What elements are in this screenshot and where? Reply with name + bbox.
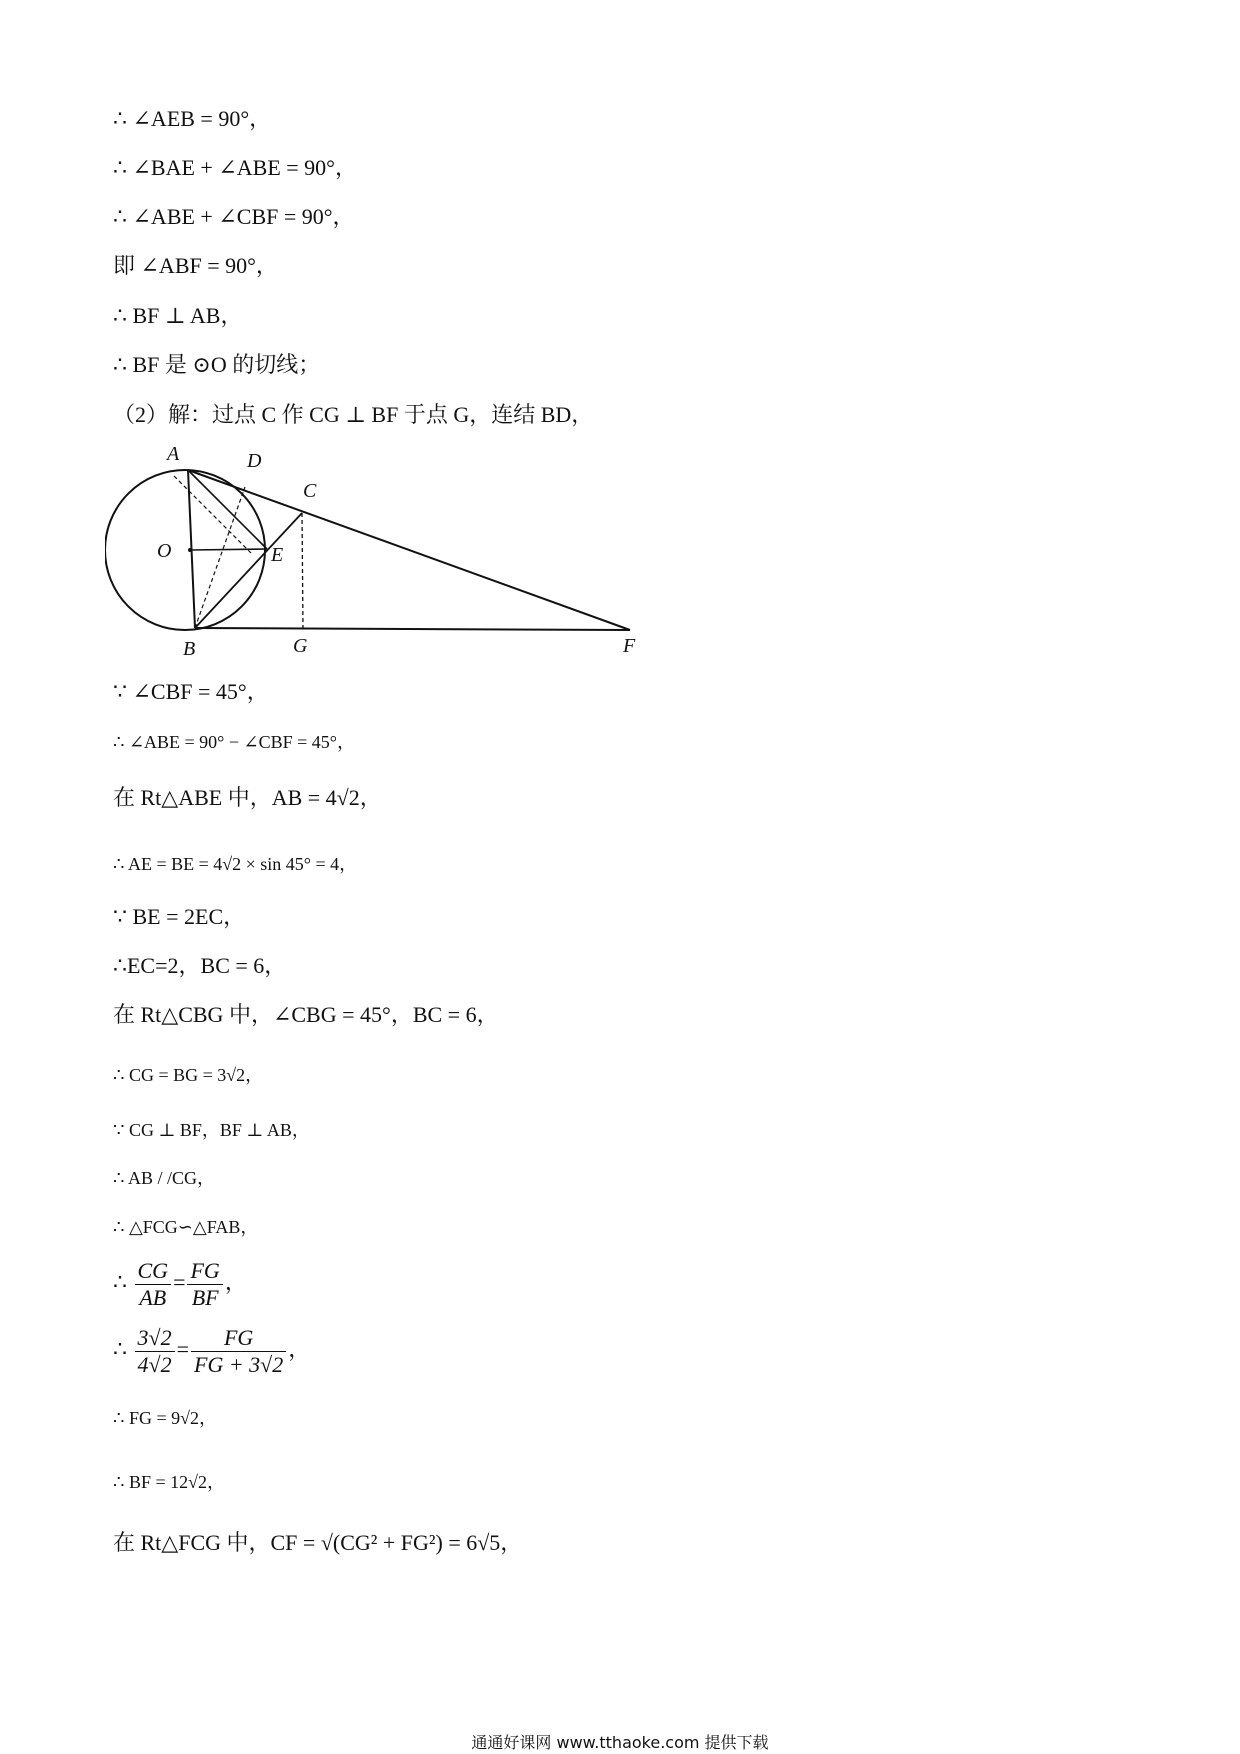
numerator: FG <box>191 1325 286 1352</box>
proof-line-13: 在 Rt△CBG 中，∠CBG = 45°，BC = 6， <box>113 1002 499 1027</box>
fraction-equation-1: ∴ $\frac{CG}{AB}$ = $\frac{FG}{BF}$ ， <box>113 1258 247 1310</box>
label-f: F <box>623 635 636 657</box>
proof-line-2: ∴ ∠BAE + ∠ABE = 90°， <box>113 155 357 180</box>
label-o: O <box>157 540 172 562</box>
proof-line-5: ∴ BF ⊥ AB， <box>113 303 243 328</box>
label-a: A <box>167 443 180 465</box>
proof-line-7: ∵ ∠CBF = 45°， <box>113 679 269 704</box>
proof-line-4: 即 ∠ABF = 90°， <box>113 253 278 278</box>
denominator: FG + 3√2 <box>194 1352 284 1377</box>
label-g: G <box>293 635 308 657</box>
therefore-sign: ∴ <box>113 1336 127 1362</box>
fraction-fg-bf <box>187 1258 222 1311</box>
therefore-sign: ∴ <box>113 1269 127 1295</box>
proof-line-15: ∵ CG ⊥ BF，BF ⊥ AB， <box>113 1120 310 1140</box>
segment-oe <box>190 549 267 550</box>
label-e: E <box>271 544 284 566</box>
fraction-cg-ab <box>135 1258 172 1311</box>
denominator: 4√2 <box>137 1352 172 1377</box>
center-dot <box>188 548 192 552</box>
part2-intro: （2）解：过点 C 作 CG ⊥ BF 于点 G，连结 BD， <box>113 402 594 427</box>
proof-line-18: ∴ FG = 9√2， <box>113 1408 217 1428</box>
segment-af <box>188 470 630 630</box>
proof-line-8: ∴ ∠ABE = 90° − ∠CBF = 45°， <box>113 732 355 752</box>
fraction-3r2-4r2 <box>135 1325 175 1378</box>
geometry-figure <box>105 435 665 665</box>
comma: ， <box>224 1269 247 1295</box>
proof-line-12: ∴EC=2，BC = 6， <box>113 953 287 978</box>
label-c: C <box>303 480 317 502</box>
fraction-fg-sum <box>191 1325 286 1378</box>
comma: ， <box>288 1336 311 1362</box>
proof-line-9: 在 Rt△ABE 中，AB = 4√2， <box>113 785 382 810</box>
denominator: AB <box>139 1285 167 1310</box>
segment-cg-dashed <box>302 513 303 629</box>
proof-line-19: ∴ BF = 12√2， <box>113 1472 225 1492</box>
proof-line-14: ∴ CG = BG = 3√2， <box>113 1065 264 1085</box>
numerator: CG <box>135 1258 172 1285</box>
segment-bd-dashed <box>195 487 245 628</box>
proof-line-3: ∴ ∠ABE + ∠CBF = 90°， <box>113 204 355 229</box>
denominator: BF <box>191 1285 219 1310</box>
proof-line-17: ∴ △FCG∽△FAB， <box>113 1217 259 1237</box>
numerator: FG <box>187 1258 222 1285</box>
proof-line-1: ∴ ∠AEB = 90°， <box>113 106 272 131</box>
fraction-equation-2: ∴ $\frac{3√2}{4√2}$ = $\frac{FG}{FG + 3√2}$ ， <box>113 1325 311 1377</box>
segment-bf <box>195 628 630 630</box>
label-d: D <box>247 450 262 472</box>
numerator: 3√2 <box>135 1325 175 1352</box>
proof-line-16: ∴ AB / /CG， <box>113 1168 215 1188</box>
proof-line-20: 在 Rt△FCG 中，CF = √(CG² + FG²) = 6√5， <box>113 1530 523 1555</box>
label-b: B <box>183 638 196 660</box>
proof-line-11: ∵ BE = 2EC， <box>113 904 246 929</box>
footer-source: 通通好课网 www.tthaoke.com 提供下载 <box>471 1733 769 1752</box>
proof-line-6: ∴ BF 是 ⊙O 的切线； <box>113 352 321 377</box>
proof-line-10: ∴ AE = BE = 4√2 × sin 45° = 4， <box>113 854 358 874</box>
segment-ad-dashed <box>174 476 251 553</box>
